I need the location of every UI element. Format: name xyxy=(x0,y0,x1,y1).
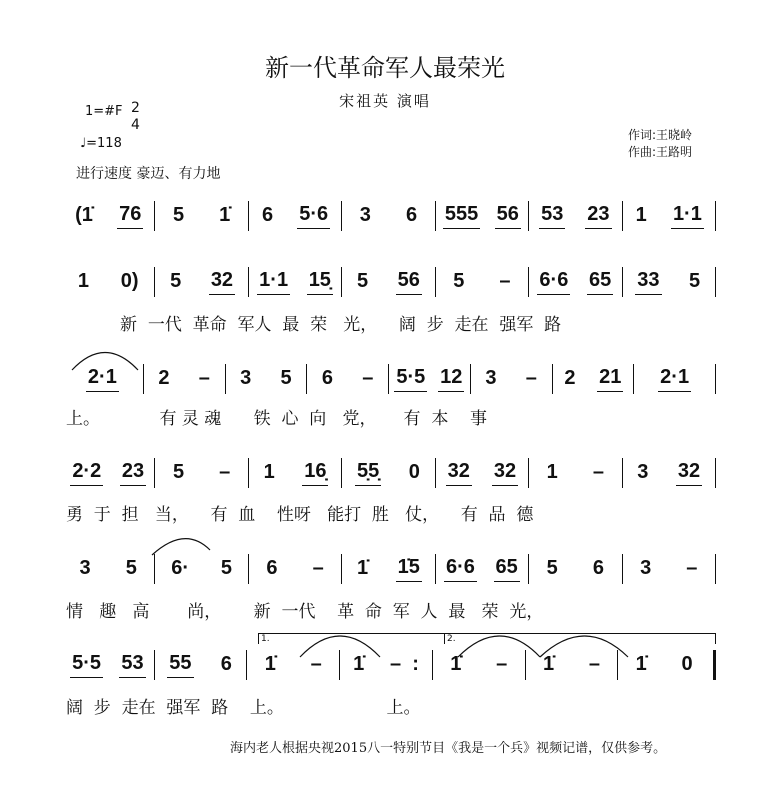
time-signature-bottom: 4 xyxy=(131,117,140,133)
note-beat: 56 xyxy=(396,269,422,295)
note-beat: 5 xyxy=(172,460,185,483)
note-beat: 2 xyxy=(158,366,170,389)
note-beat: 1·1 xyxy=(671,203,704,229)
singer-credit: 宋祖英 演唱 xyxy=(339,92,431,110)
note-beat: – xyxy=(219,460,231,483)
note-beat: 3 xyxy=(359,203,371,226)
note-beat: 12 xyxy=(438,366,464,392)
song-title: 新一代革命军人最荣光 xyxy=(265,54,505,82)
note-beat: 6·6 xyxy=(537,269,570,295)
note-beat: 5 xyxy=(689,269,701,292)
note-beat: 5 xyxy=(453,269,465,292)
note-beat: 5̣5̣ xyxy=(355,460,381,486)
note-beat: 1̇ xyxy=(357,556,369,579)
lyrics-line: 上。 有 灵 魂 铁 心 向 党， 有 本 事 xyxy=(66,409,487,429)
tempo-marking: ♩=118 xyxy=(80,136,122,151)
note-beat: 3 xyxy=(637,460,649,483)
slur xyxy=(300,636,380,657)
note-beat: 555 xyxy=(443,203,480,229)
note-beat: (1̇ xyxy=(75,203,93,226)
lyricist: 作词:王晓岭 xyxy=(628,128,693,142)
note-beat: 0 xyxy=(408,460,420,483)
note-beat: 1 xyxy=(263,460,275,483)
note-beat: 3 xyxy=(640,556,652,579)
note-beat: 5 xyxy=(172,203,185,226)
note-beat: 5 xyxy=(280,366,292,389)
note-beat: 23 xyxy=(120,460,146,486)
note-beat: 6 xyxy=(592,556,604,579)
note-beat: – xyxy=(499,269,511,292)
composer: 作曲:王路明 xyxy=(628,145,693,159)
note-beat: 2·1 xyxy=(86,366,119,392)
note-beat: – xyxy=(312,556,324,579)
note-beat: 1 xyxy=(546,460,558,483)
volta-1: 1. xyxy=(258,633,445,644)
slur xyxy=(540,636,628,657)
note-beat: 32 xyxy=(446,460,472,486)
footnote: 海内老人根据央视2015八一特别节目《我是一个兵》视频记谱，仅供参考。 xyxy=(230,741,667,756)
note-beat: 32 xyxy=(492,460,518,486)
note-beat: 1̇5 xyxy=(396,556,422,582)
note-beat: 15̣ xyxy=(307,269,333,295)
lyrics-line: 阔 步 走在 强军 路 上。 上。 xyxy=(66,698,421,718)
note-beat: 1̇ xyxy=(635,652,647,675)
note-beat: 1̇ xyxy=(219,203,231,226)
note-beat: 16̣ xyxy=(302,460,328,486)
note-beat: 56 xyxy=(495,203,521,229)
note-beat: 6 xyxy=(266,556,278,579)
slur xyxy=(458,636,540,657)
time-signature-top: 2 xyxy=(131,100,140,116)
lyrics-line: 情 趣 高 尚， 新 一代 革 命 军 人 最 荣 光， xyxy=(66,602,544,622)
note-beat: 3 xyxy=(240,366,252,389)
note-beat: 53 xyxy=(539,203,565,229)
note-beat: 23 xyxy=(585,203,611,229)
note-beat: 1̇ xyxy=(264,652,276,675)
note-beat: 6·6 xyxy=(444,556,477,582)
note-beat: – xyxy=(592,460,604,483)
note-beat: 5·6 xyxy=(297,203,330,229)
note-beat: 5 xyxy=(546,556,558,579)
note-beat: – xyxy=(362,366,374,389)
note-beat: 6 xyxy=(220,652,232,675)
note-beat: – xyxy=(525,366,537,389)
note-beat: – xyxy=(686,556,698,579)
lyrics-line: 勇 于 担 当， 有 血 性呀 能打 胜 仗， 有 品 德 xyxy=(66,505,534,525)
note-beat: 5 xyxy=(125,556,137,579)
note-beat: – xyxy=(310,652,322,675)
slur xyxy=(72,353,138,371)
key-signature: 1=#F xyxy=(85,104,123,119)
note-beat: 1̇ xyxy=(353,652,365,675)
note-beat: 1̇ xyxy=(450,652,462,675)
note-beat: 2 xyxy=(564,366,576,389)
note-beat: 6 xyxy=(406,203,418,226)
note-beat: 1 xyxy=(635,203,647,226)
note-beat: 53 xyxy=(119,652,145,678)
note-beat: – xyxy=(588,652,600,675)
note-beat: 0 xyxy=(681,652,693,675)
note-beat: 5 xyxy=(170,269,182,292)
note-beat: 0) xyxy=(120,269,139,292)
note-beat: 55 xyxy=(167,652,193,678)
note-beat: 1̇ xyxy=(542,652,555,675)
note-beat: 32 xyxy=(209,269,235,295)
note-beat: – xyxy=(198,366,210,389)
note-beat: 6 xyxy=(261,203,274,226)
note-beat: 2·2 xyxy=(70,460,103,486)
note-beat: 5·5 xyxy=(70,652,103,678)
note-beat: 5 xyxy=(357,269,369,292)
note-beat: – xyxy=(496,652,508,675)
note-beat: 3 xyxy=(485,366,497,389)
note-beat: 3 xyxy=(79,556,91,579)
note-beat: 33 xyxy=(635,269,661,295)
note-beat: 65 xyxy=(494,556,520,582)
expression-marking: 进行速度 豪迈、有力地 xyxy=(76,166,221,182)
slur xyxy=(152,539,210,555)
note-beat: – : xyxy=(390,652,419,675)
note-beat: 65 xyxy=(587,269,613,295)
note-beat: 1 xyxy=(77,269,89,292)
note-beat: 2·1 xyxy=(658,366,691,392)
volta-2: 2. xyxy=(444,633,716,644)
note-beat: 21 xyxy=(597,366,623,392)
note-beat: 32 xyxy=(676,460,702,486)
note-beat: 6· xyxy=(171,556,190,579)
note-beat: 5·5 xyxy=(394,366,427,392)
note-beat: 76 xyxy=(117,203,143,229)
note-beat: 1·1 xyxy=(257,269,290,295)
lyrics-line: 新 一代 革命 军人 最 荣 光， 阔 步 走在 强军 路 xyxy=(66,315,562,335)
note-beat: 5 xyxy=(220,556,232,579)
note-beat: 6 xyxy=(321,366,333,389)
